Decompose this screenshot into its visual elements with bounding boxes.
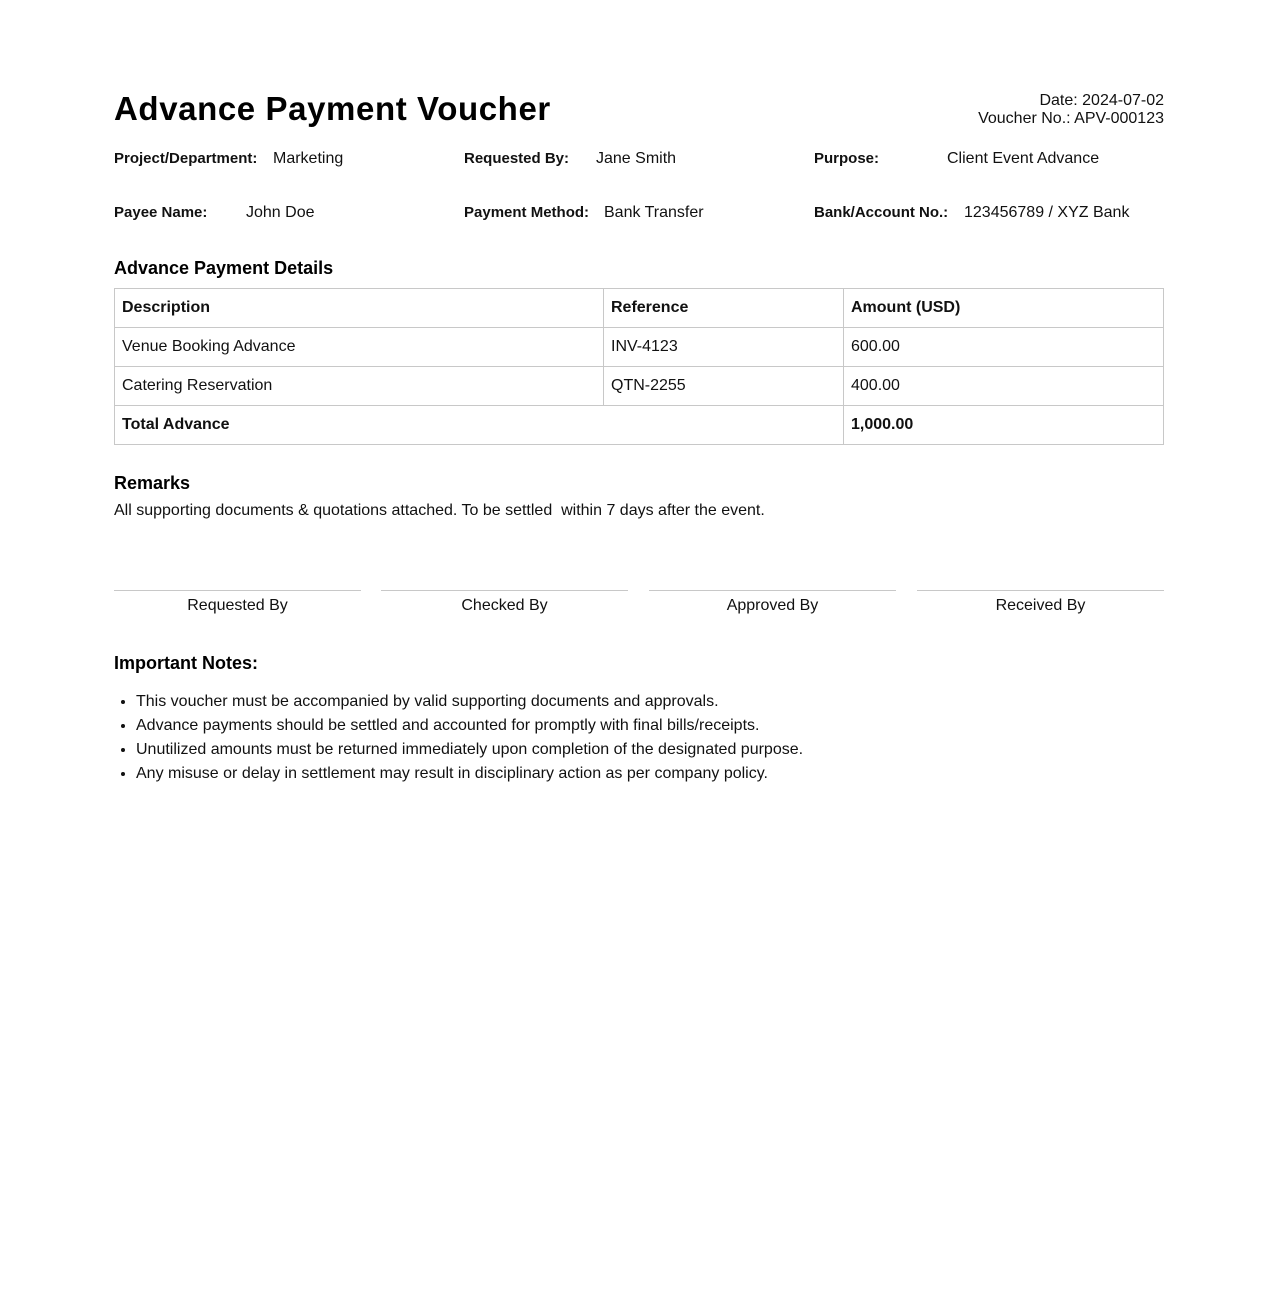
table-header-row — [115, 289, 1164, 328]
row-reference: QTN-2255 — [604, 367, 844, 406]
info-row-2 — [114, 204, 1164, 258]
project-value: Marketing — [273, 150, 344, 167]
remarks-title: Remarks — [114, 473, 191, 493]
row-amount: 600.00 — [844, 328, 1164, 367]
list-item: • This voucher must be accompanied by valid supporting documents and approvals. — [136, 690, 1164, 714]
page-title: Advance Payment Voucher — [114, 90, 551, 127]
purpose-label: Purpose: — [814, 150, 880, 167]
details-table — [114, 288, 1164, 445]
date-line — [978, 92, 1164, 110]
table-row — [115, 328, 1164, 367]
list-item: • Advance payments should be settled and accounted for promptly with final bills/receipts. — [136, 714, 1164, 738]
details-title: Advance Payment Details — [114, 258, 334, 278]
voucher-header — [114, 0, 1164, 150]
column-header-amount: Amount (USD) — [844, 289, 1164, 328]
notes-list — [114, 690, 1164, 786]
bank-account-field — [814, 204, 1164, 222]
payee-label: Payee Name: — [114, 204, 208, 221]
total-row — [115, 406, 1164, 445]
voucher-number-value: APV-000123 — [1074, 110, 1164, 127]
row-amount: 400.00 — [844, 367, 1164, 406]
table-row — [115, 367, 1164, 406]
voucher-number-label: Voucher No.: — [978, 110, 1071, 127]
total-label: Total Advance — [115, 406, 844, 445]
notes-title: Important Notes: — [114, 653, 258, 673]
column-header-description: Description — [115, 289, 604, 328]
bank-account-value: 123456789 / XYZ Bank — [964, 204, 1130, 221]
row-description: Venue Booking Advance — [115, 328, 604, 367]
list-item: • Any misuse or delay in settlement may result in disciplinary action as per company policy. — [136, 762, 1164, 786]
requested-by-value: Jane Smith — [596, 150, 677, 167]
project-label: Project/Department: — [114, 150, 258, 167]
signature-row — [114, 590, 1164, 630]
voucher-meta — [978, 92, 1164, 128]
info-row-1 — [114, 150, 1164, 204]
signature-requested-by: Requested By — [114, 590, 361, 615]
requested-by-field — [464, 150, 814, 168]
requested-by-label: Requested By: — [464, 150, 570, 167]
voucher-page — [114, 0, 1164, 786]
voucher-number-line — [978, 110, 1164, 128]
payment-method-label: Payment Method: — [464, 204, 590, 221]
signature-received-by: Received By — [917, 590, 1164, 615]
project-field — [114, 150, 464, 168]
payee-field — [114, 204, 464, 222]
date-value: 2024-07-02 — [1082, 92, 1164, 109]
list-item: • Unutilized amounts must be returned immediately upon completion of the designated purpose. — [136, 738, 1164, 762]
row-reference: INV-4123 — [604, 328, 844, 367]
purpose-field — [814, 150, 1164, 168]
bank-account-label: Bank/Account No.: — [814, 204, 949, 221]
signature-approved-by: Approved By — [649, 590, 896, 615]
date-label: Date: — [1039, 92, 1078, 109]
payment-method-value: Bank Transfer — [604, 204, 704, 221]
payee-value: John Doe — [246, 204, 315, 221]
signature-checked-by: Checked By — [381, 590, 628, 615]
payment-method-field — [464, 204, 814, 222]
column-header-reference: Reference — [604, 289, 844, 328]
row-description: Catering Reservation — [115, 367, 604, 406]
total-amount: 1,000.00 — [844, 406, 1164, 445]
remarks-text: All supporting documents & quotations attached. To be settled within 7 days after the event. — [114, 502, 765, 519]
purpose-value: Client Event Advance — [947, 150, 1100, 167]
